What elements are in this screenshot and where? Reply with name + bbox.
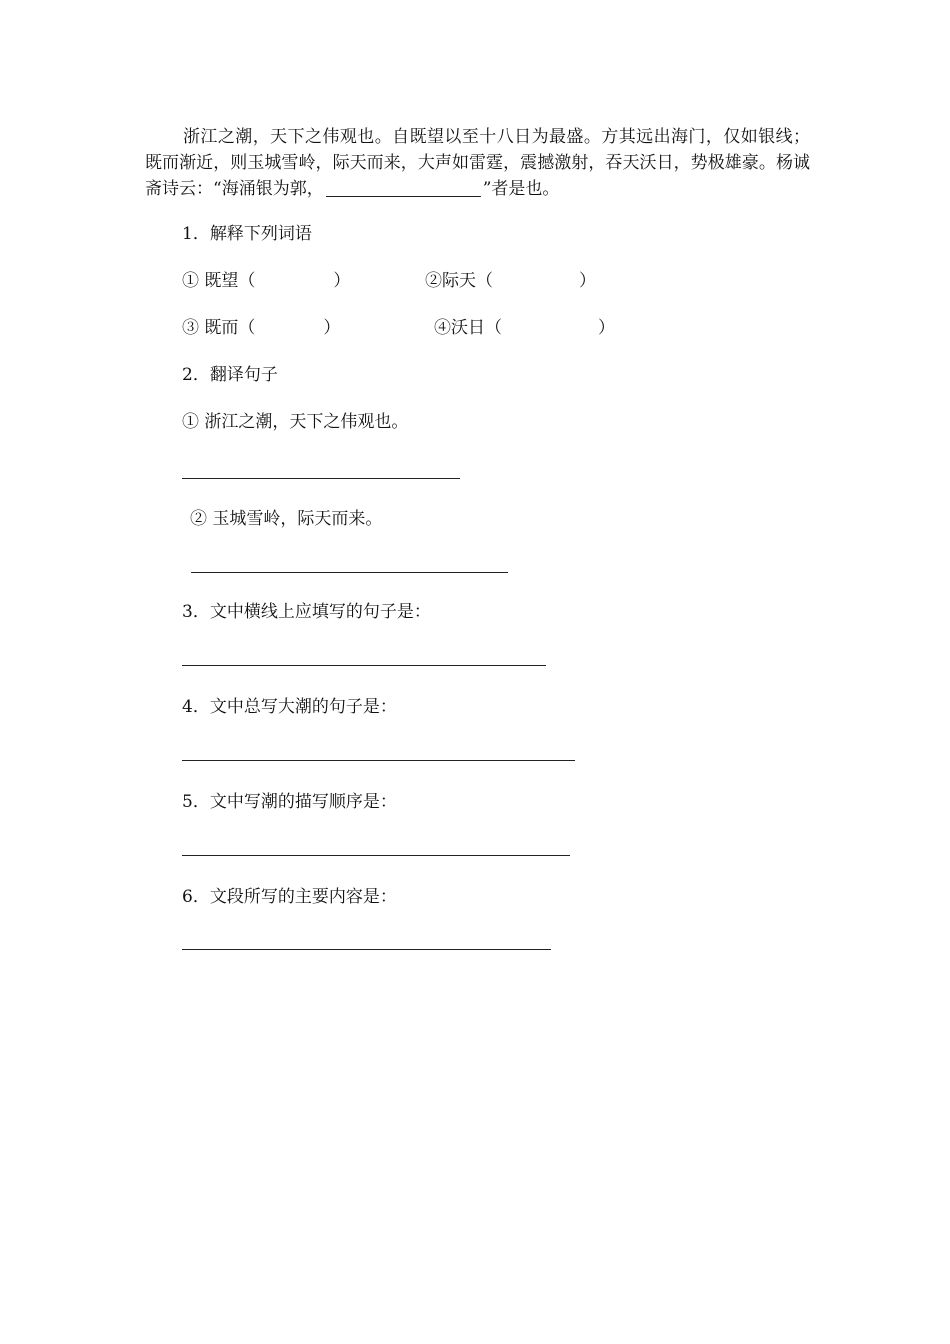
- question-2-title: 2．翻译句子: [182, 365, 278, 385]
- question-3-title: 3．文中横线上应填写的句子是：: [182, 602, 431, 622]
- q1-item-3-close: ）: [323, 318, 341, 338]
- passage-fill-blank[interactable]: [326, 178, 481, 197]
- question-5-title: 5．文中写潮的描写顺序是：: [182, 792, 397, 812]
- q1-item-1-close: ）: [333, 271, 351, 291]
- q4-answer-line[interactable]: [182, 760, 575, 761]
- q1-item-4-label: ④沃日（: [434, 318, 502, 338]
- passage-paragraph: [145, 124, 810, 202]
- q1-item-4: [434, 317, 615, 339]
- q2-answer-line-2[interactable]: [191, 572, 508, 573]
- question-6-title: 6．文段所写的主要内容是：: [182, 887, 397, 907]
- q3-answer-line[interactable]: [182, 665, 546, 666]
- q1-item-4-close: ）: [598, 318, 615, 338]
- q2-sentence-1: ① 浙江之潮，天下之伟观也。: [182, 412, 409, 432]
- q2-sentence-2: ② 玉城雪岭，际天而来。: [190, 509, 383, 529]
- q1-item-1: [182, 270, 350, 292]
- q1-item-2-close: ）: [579, 271, 596, 291]
- q6-answer-line[interactable]: [182, 949, 551, 950]
- q1-item-3: [182, 317, 340, 339]
- q5-answer-line[interactable]: [182, 855, 570, 856]
- q1-item-1-label: ① 既望（: [182, 271, 256, 291]
- q1-item-2-label: ②际天（: [425, 271, 493, 291]
- q1-item-2: [425, 270, 596, 292]
- question-4-title: 4．文中总写大潮的句子是：: [182, 697, 397, 717]
- question-1-title: 1．解释下列词语: [182, 224, 312, 244]
- q1-item-3-label: ③ 既而（: [182, 318, 256, 338]
- q2-answer-line-1[interactable]: [182, 478, 460, 479]
- passage-text-part2: ”者是也。: [482, 179, 560, 199]
- passage-text-part1: 浙江之潮，天下之伟观也。自既望以至十八日为最盛。方其远出海门，仅如银线；既而渐近，则玉城雪岭，际天而来，大声如雷霆，震撼激射，吞天沃日，势极雄豪。杨诚斋诗云：“海涌银为郭，: [145, 127, 810, 199]
